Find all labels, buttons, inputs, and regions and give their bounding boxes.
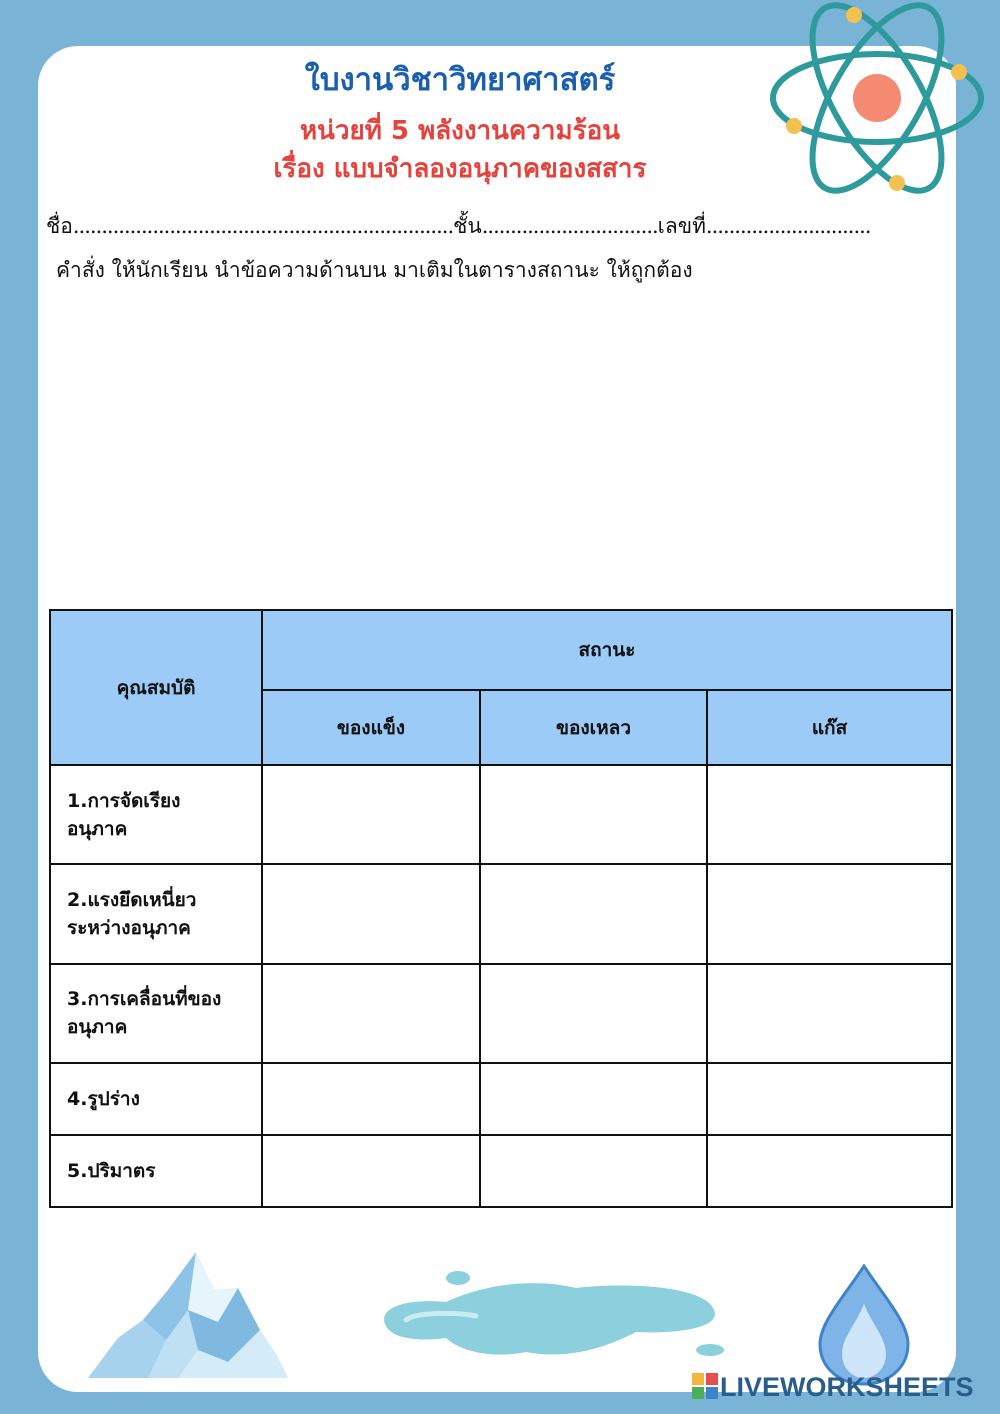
answer-cell-gas[interactable] bbox=[707, 964, 952, 1063]
property-header: คุณสมบัติ bbox=[50, 610, 262, 765]
state-solid-header: ของแข็ง bbox=[262, 690, 480, 765]
property-cell bbox=[50, 864, 262, 963]
property-cell bbox=[50, 1063, 262, 1135]
property-line1: 4.รูปร่าง bbox=[67, 1087, 140, 1110]
property-cell bbox=[50, 964, 262, 1063]
unit-title: หน่วยที่ 5 พลังงานความร้อน bbox=[300, 116, 620, 146]
property-line1: 5.ปริมาตร bbox=[67, 1159, 156, 1182]
property-line1: 3.การเคลื่อนที่ของ bbox=[67, 988, 222, 1011]
state-liquid-header: ของเหลว bbox=[480, 690, 707, 765]
answer-cell-liquid[interactable] bbox=[480, 1063, 707, 1135]
number-field[interactable]: ............................. bbox=[705, 214, 871, 238]
property-line1: 2.แรงยึดเหนี่ยว bbox=[67, 888, 197, 911]
answer-cell-gas[interactable] bbox=[707, 765, 952, 864]
property-cell bbox=[50, 765, 262, 864]
class-label: ชั้น bbox=[453, 214, 482, 238]
answer-cell-liquid[interactable] bbox=[480, 765, 707, 864]
property-line1: 1.การจัดเรียง bbox=[67, 789, 181, 812]
gas-flame-drop-icon bbox=[816, 1264, 912, 1386]
number-label: เลขที่ bbox=[657, 214, 706, 238]
answer-cell-solid[interactable] bbox=[262, 1063, 480, 1135]
answer-cell-solid[interactable] bbox=[262, 765, 480, 864]
table-row bbox=[50, 1063, 952, 1135]
table-row bbox=[50, 864, 952, 963]
answer-cell-solid[interactable] bbox=[262, 964, 480, 1063]
liveworksheets-brand bbox=[692, 1372, 974, 1406]
answer-cell-solid[interactable] bbox=[262, 1135, 480, 1207]
student-info-line bbox=[46, 210, 876, 243]
state-header: สถานะ bbox=[262, 610, 952, 690]
name-label: ชื่อ bbox=[46, 214, 73, 238]
answer-cell-gas[interactable] bbox=[707, 864, 952, 963]
brand-name: LIVEWORKSHEETS bbox=[720, 1372, 974, 1402]
property-line2: อนุภาค bbox=[67, 1016, 128, 1039]
answer-cell-gas[interactable] bbox=[707, 1063, 952, 1135]
answer-cell-gas[interactable] bbox=[707, 1135, 952, 1207]
table-row bbox=[50, 1135, 952, 1207]
instruction-text: คำสั่ง ให้นักเรียน นำข้อความด้านบน มาเติมในตารางสถานะ ให้ถูกต้อง bbox=[56, 258, 693, 282]
states-table bbox=[49, 609, 953, 1208]
property-cell bbox=[50, 1135, 262, 1207]
answer-cell-liquid[interactable] bbox=[480, 864, 707, 963]
table-row bbox=[50, 765, 952, 864]
atom-icon bbox=[762, 0, 992, 200]
property-line2: ระหว่างอนุภาค bbox=[67, 916, 191, 939]
water-puddle-icon bbox=[376, 1268, 732, 1364]
liveworksheets-logo-icon bbox=[692, 1373, 718, 1399]
class-field[interactable]: ............................... bbox=[481, 214, 658, 238]
topic-title: เรื่อง แบบจำลองอนุภาคของสสาร bbox=[273, 154, 647, 184]
property-line2: อนุภาค bbox=[67, 817, 128, 840]
answer-cell-liquid[interactable] bbox=[480, 1135, 707, 1207]
worksheet-title: ใบงานวิชาวิทยาศาสตร์ bbox=[304, 62, 616, 98]
state-gas-header: แก๊ส bbox=[707, 690, 952, 765]
name-field[interactable]: ................................................................... bbox=[72, 214, 454, 238]
table-row bbox=[50, 964, 952, 1063]
answer-cell-liquid[interactable] bbox=[480, 964, 707, 1063]
iceberg-icon bbox=[88, 1250, 288, 1382]
answer-cell-solid[interactable] bbox=[262, 864, 480, 963]
